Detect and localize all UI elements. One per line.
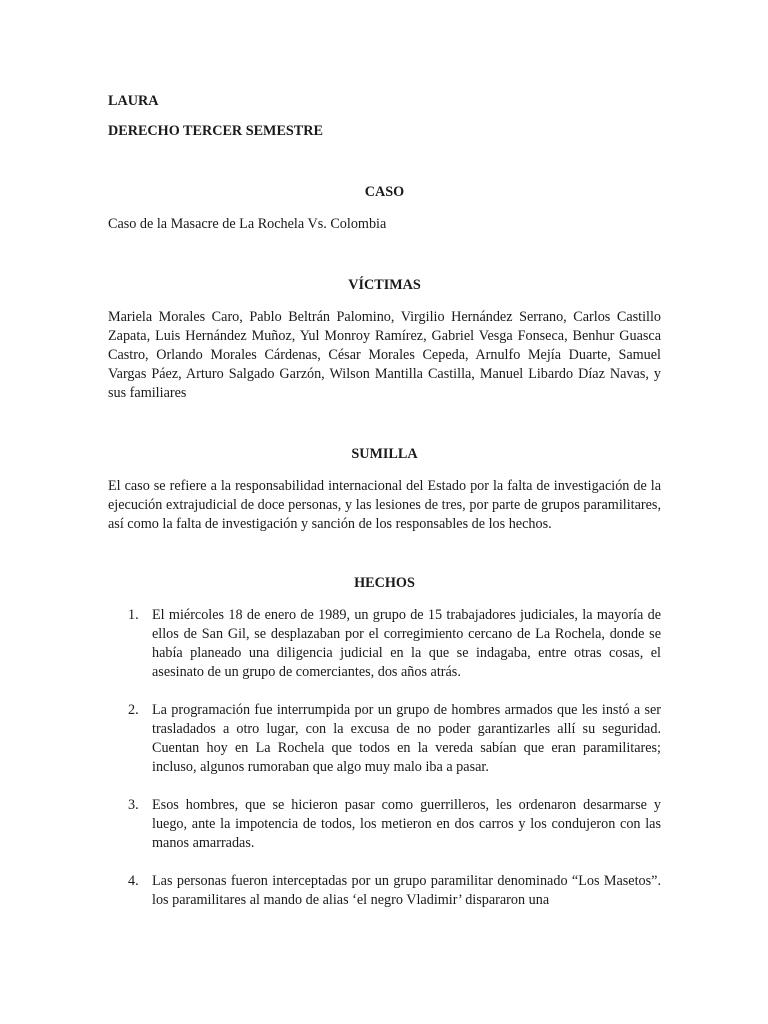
- victims-text: Mariela Morales Caro, Pablo Beltrán Palomino, Virgilio Hernández Serrano, Carlos Castillo Zapata, Luis Hernández Muñoz, Yul Monroy Ramírez, Gabriel Vesga Fonseca, Benhur Guasca Castro, Orlando Morales Cárdenas, César Morales Cepeda, Arnulfo Mejía Duarte, Samuel Vargas Páez, Arturo Salgado Garzón, Wilson Mantilla Castilla, Manuel Libardo Díaz Navas, y sus familiares: [108, 309, 661, 401]
- facts-heading: HECHOS: [354, 575, 415, 591]
- list-item-text: El miércoles 18 de enero de 1989, un grupo de 15 trabajadores judiciales, la mayoría de ellos de San Gil, se desplazaban por el corregimiento cercano de La Rochela, donde se había planeado una diligencia judicial en la que se indagaba, entre otras cosas, el asesinato de un grupo de comerciantes, dos años atrás.: [152, 607, 661, 680]
- list-item-text: Esos hombres, que se hicieron pasar como guerrilleros, les ordenaron desarmarse y luego, ante la impotencia de todos, los metieron en dos carros y los condujeron con las manos amarradas.: [152, 797, 661, 851]
- list-item-number: 2.: [128, 702, 139, 718]
- list-item: [108, 606, 661, 682]
- case-heading: CASO: [364, 184, 405, 200]
- author-name: LAURA: [108, 93, 159, 109]
- list-item-number: 4.: [128, 873, 139, 889]
- document-body: [108, 92, 661, 929]
- list-item: [108, 701, 661, 777]
- list-item: [108, 796, 661, 853]
- case-text: Caso de la Masacre de La Rochela Vs. Colombia: [108, 216, 387, 232]
- list-item-text: La programación fue interrumpida por un grupo de hombres armados que les instó a ser trasladados a otro lugar, con la excusa de no poder garantizarles allí su seguridad. Cuentan hoy en La Rochela que todos en la vereda sabían que eran paramilitares; incluso, algunos rumoraban que algo muy malo iba a pasar.: [152, 702, 661, 775]
- list-item-number: 3.: [128, 797, 139, 813]
- list-item-number: 1.: [128, 607, 139, 623]
- list-item: [108, 872, 661, 910]
- facts-list: [108, 606, 661, 910]
- course-name: DERECHO TERCER SEMESTRE: [108, 123, 323, 139]
- summary-text: El caso se refiere a la responsabilidad internacional del Estado por la falta de investigación de la ejecución extrajudicial de doce personas, y las lesiones de tres, por parte de grupos paramilitares, así como la falta de investigación y sanción de los responsables de los hechos.: [108, 478, 661, 532]
- summary-heading: SUMILLA: [351, 446, 418, 462]
- victims-heading: VÍCTIMAS: [348, 277, 421, 293]
- list-item-text: Las personas fueron interceptadas por un grupo paramilitar denominado “Los Masetos”. los paramilitares al mando de alias ‘el negro Vladimir’ dispararon una: [152, 873, 661, 908]
